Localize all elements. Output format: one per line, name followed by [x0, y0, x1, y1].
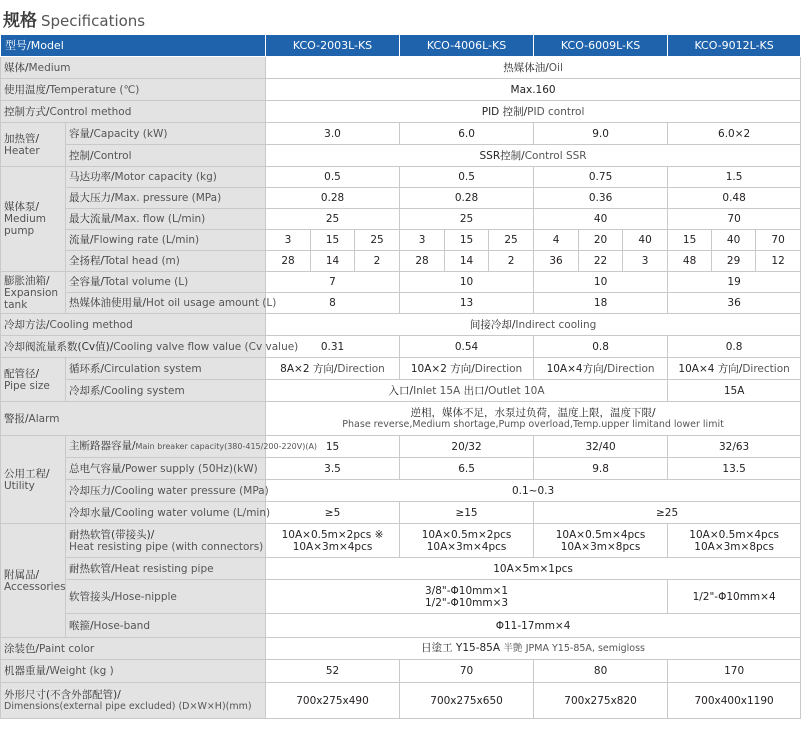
label-power: 总电气容量/Power supply (50Hz)(kW) — [66, 458, 266, 480]
cell-value: 32/63 — [668, 436, 801, 458]
cell-value: 4 — [534, 230, 579, 251]
cell-value: 0.54 — [400, 336, 534, 358]
cell-value: 0.28 — [400, 188, 534, 209]
label-breaker: 主断路器容量/Main breaker capacity(380-415/200-220V)(A) — [66, 436, 266, 458]
cell-value: 10A×0.5m×4pcs 10A×3m×8pcs — [534, 524, 668, 558]
cell-value: 25 — [355, 230, 400, 251]
label-oil-usage: 热媒体油使用量/Hot oil usage amount (L) — [66, 293, 266, 314]
value-temperature: Max.160 — [266, 79, 801, 101]
cell-value: 10A×4方向/Direction — [534, 358, 668, 380]
label-weight: 机器重量/Weight (kg ) — [1, 660, 266, 683]
cell-value: 10A×0.5m×4pcs 10A×3m×8pcs — [668, 524, 801, 558]
cell-value: 40 — [712, 230, 756, 251]
row-heater-capacity — [1, 123, 801, 145]
row-water-volume — [1, 502, 801, 524]
cell-value: 18 — [534, 293, 668, 314]
row-hose — [1, 524, 801, 558]
header-row — [1, 35, 801, 57]
cell-value: 28 — [400, 251, 445, 272]
cell-value: ≥15 — [400, 502, 534, 524]
label-heater-capacity: 容量/Capacity (kW) — [66, 123, 266, 145]
cell-value: 1.5 — [668, 167, 801, 188]
page-title: 规格 Specifications — [3, 11, 146, 31]
cell-value: 6.5 — [400, 458, 534, 480]
label-accessories: 附属品/ Accessories — [1, 524, 66, 638]
label-nipple: 软管接头/Hose-nipple — [66, 580, 266, 614]
cell-value: 6.0 — [400, 123, 534, 145]
cell-value: 0.36 — [534, 188, 668, 209]
label-circulation: 循环系/Circulation system — [66, 358, 266, 380]
row-dimensions — [1, 683, 801, 719]
label-medium: 媒体/Medium — [1, 57, 266, 79]
cell-value: 40 — [534, 209, 668, 230]
label-hose: 耐热软管(带接头)/ Heat resisting pipe (with connectors) — [66, 524, 266, 558]
label-pressure: 最大压力/Max. pressure (MPa) — [66, 188, 266, 209]
value-paint: 日塗工 Y15-85A 半艶 JPMA Y15-85A, semigloss — [266, 638, 801, 660]
cell-value: 700x275x650 — [400, 683, 534, 719]
cell-value: 70 — [668, 209, 801, 230]
cell-value: 10A×0.5m×2pcs 10A×3m×4pcs — [400, 524, 534, 558]
label-head: 全扬程/Total head (m) — [66, 251, 266, 272]
row-cv — [1, 336, 801, 358]
cell-value: 0.1~0.3 — [266, 480, 801, 502]
row-heat-pipe — [1, 558, 801, 580]
cell-value: 48 — [668, 251, 712, 272]
cell-value: 15 — [445, 230, 489, 251]
model-3: KCO-6009L-KS — [534, 35, 668, 57]
cell-value: 52 — [266, 660, 400, 683]
label-band: 喉箍/Hose-band — [66, 614, 266, 638]
row-circulation — [1, 358, 801, 380]
cell-value: Φ11-17mm×4 — [266, 614, 801, 638]
row-power — [1, 458, 801, 480]
cell-value: 1/2"-Φ10mm×4 — [668, 580, 801, 614]
cell-value: 7 — [266, 272, 400, 293]
cell-value: 9.0 — [534, 123, 668, 145]
label-control-method: 控制方式/Control method — [1, 101, 266, 123]
label-expansion: 膨胀油箱/ Expansion tank — [1, 272, 66, 314]
value-heater-control: SSR控制/Control SSR — [266, 145, 801, 167]
cell-value: 3 — [623, 251, 668, 272]
cell-value: 70 — [400, 660, 534, 683]
cell-value: 0.8 — [534, 336, 668, 358]
cell-value: 700x275x820 — [534, 683, 668, 719]
label-utility: 公用工程/ Utility — [1, 436, 66, 524]
row-temperature — [1, 79, 801, 101]
cell-value: 170 — [668, 660, 801, 683]
cell-value: 0.31 — [266, 336, 400, 358]
cell-value: ≥5 — [266, 502, 400, 524]
cell-value: ≥25 — [534, 502, 801, 524]
cell-value: 12 — [756, 251, 801, 272]
cell-value: 10 — [534, 272, 668, 293]
label-water-volume: 冷却水量/Cooling water volume (L/min) — [66, 502, 266, 524]
label-temperature: 使用温度/Temperature (℃) — [1, 79, 266, 101]
cell-value: 0.28 — [266, 188, 400, 209]
model-4: KCO-9012L-KS — [668, 35, 801, 57]
cell-value: 28 — [266, 251, 311, 272]
row-pressure — [1, 188, 801, 209]
row-paint — [1, 638, 801, 660]
label-pump: 媒体泵/ Medium pump — [1, 167, 66, 272]
cell-value: 3 — [266, 230, 311, 251]
row-medium — [1, 57, 801, 79]
header-model-label: 型号/Model — [1, 35, 266, 57]
cell-value: 20 — [579, 230, 623, 251]
cell-value: 25 — [266, 209, 400, 230]
cell-value: 32/40 — [534, 436, 668, 458]
cell-value: 0.5 — [400, 167, 534, 188]
row-cooling-method — [1, 314, 801, 336]
cell-value: 2 — [489, 251, 534, 272]
cell-value: 0.8 — [668, 336, 801, 358]
label-alarm: 警报/Alarm — [1, 402, 266, 436]
cell-value: 10 — [400, 272, 534, 293]
cell-value: 13.5 — [668, 458, 801, 480]
cell-value: 3/8"-Φ10mm×1 1/2"-Φ10mm×3 — [266, 580, 668, 614]
value-medium: 热媒体油/Oil — [266, 57, 801, 79]
cell-value: 700x400x1190 — [668, 683, 801, 719]
cell-value: 70 — [756, 230, 801, 251]
label-cooling-system: 冷却系/Cooling system — [66, 380, 266, 402]
cell-value: 8A×2 方向/Direction — [266, 358, 400, 380]
cell-value: 入口/Inlet 15A 出口/Outlet 10A — [266, 380, 668, 402]
label-flow: 最大流量/Max. flow (L/min) — [66, 209, 266, 230]
cell-value: 8 — [266, 293, 400, 314]
cell-value: 0.5 — [266, 167, 400, 188]
value-control-method: PID 控制/PID control — [266, 101, 801, 123]
cell-value: 10A×0.5m×2pcs ※ 10A×3m×4pcs — [266, 524, 400, 558]
row-alarm — [1, 402, 801, 436]
cell-value: 6.0×2 — [668, 123, 801, 145]
cell-value: 3 — [400, 230, 445, 251]
row-weight — [1, 660, 801, 683]
label-heater: 加热管/ Heater — [1, 123, 66, 167]
cell-value: 22 — [579, 251, 623, 272]
row-nipple — [1, 580, 801, 614]
cell-value: 36 — [534, 251, 579, 272]
cell-value: 20/32 — [400, 436, 534, 458]
label-flow-rate: 流量/Flowing rate (L/min) — [66, 230, 266, 251]
row-flow-rate — [1, 230, 801, 251]
cell-value: 15 — [311, 230, 355, 251]
row-cooling-system — [1, 380, 801, 402]
value-alarm: 逆相，媒体不足，水泵过负荷，温度上限，温度下限/ Phase reverse,Medium shortage,Pump overload,Temp.upper limitand lower limit — [266, 402, 801, 436]
label-total-volume: 全容量/Total volume (L) — [66, 272, 266, 293]
value-cooling-method: 间接冷却/Indirect cooling — [266, 314, 801, 336]
cell-value: 15 — [668, 230, 712, 251]
cell-value: 25 — [400, 209, 534, 230]
label-pipe-size: 配管径/ Pipe size — [1, 358, 66, 402]
label-paint: 涂装色/Paint color — [1, 638, 266, 660]
cell-value: 25 — [489, 230, 534, 251]
cell-value: 40 — [623, 230, 668, 251]
row-water-pressure — [1, 480, 801, 502]
cell-value: 14 — [445, 251, 489, 272]
row-flow — [1, 209, 801, 230]
label-dimensions: 外形尺寸(不含外部配管)/ Dimensions(external pipe excluded) (D×W×H)(mm) — [1, 683, 266, 719]
row-control-method — [1, 101, 801, 123]
cell-value: 3.5 — [266, 458, 400, 480]
spec-table — [0, 34, 801, 719]
label-cooling-method: 冷却方法/Cooling method — [1, 314, 266, 336]
label-heater-control: 控制/Control — [66, 145, 266, 167]
cell-value: 29 — [712, 251, 756, 272]
cell-value: 0.48 — [668, 188, 801, 209]
cell-value: 14 — [311, 251, 355, 272]
label-cv: 冷却阀流量系数(Cv值)/Cooling valve flow value (Cv value) — [1, 336, 266, 358]
model-2: KCO-4006L-KS — [400, 35, 534, 57]
cell-value: 9.8 — [534, 458, 668, 480]
cell-value: 2 — [355, 251, 400, 272]
cell-value: 13 — [400, 293, 534, 314]
cell-value: 15A — [668, 380, 801, 402]
row-total-volume — [1, 272, 801, 293]
row-breaker — [1, 436, 801, 458]
cell-value: 0.75 — [534, 167, 668, 188]
label-heat-pipe: 耐热软管/Heat resisting pipe — [66, 558, 266, 580]
row-heater-control — [1, 145, 801, 167]
row-head — [1, 251, 801, 272]
row-band — [1, 614, 801, 638]
cell-value: 19 — [668, 272, 801, 293]
row-oil-usage — [1, 293, 801, 314]
cell-value: 10A×5m×1pcs — [266, 558, 801, 580]
label-water-pressure: 冷却压力/Cooling water pressure (MPa) — [66, 480, 266, 502]
cell-value: 3.0 — [266, 123, 400, 145]
cell-value: 700x275x490 — [266, 683, 400, 719]
label-motor: 马达功率/Motor capacity (kg) — [66, 167, 266, 188]
cell-value: 10A×2 方向/Direction — [400, 358, 534, 380]
cell-value: 15 — [266, 436, 400, 458]
cell-value: 36 — [668, 293, 801, 314]
model-1: KCO-2003L-KS — [266, 35, 400, 57]
cell-value: 10A×4 方向/Direction — [668, 358, 801, 380]
cell-value: 80 — [534, 660, 668, 683]
row-motor — [1, 167, 801, 188]
